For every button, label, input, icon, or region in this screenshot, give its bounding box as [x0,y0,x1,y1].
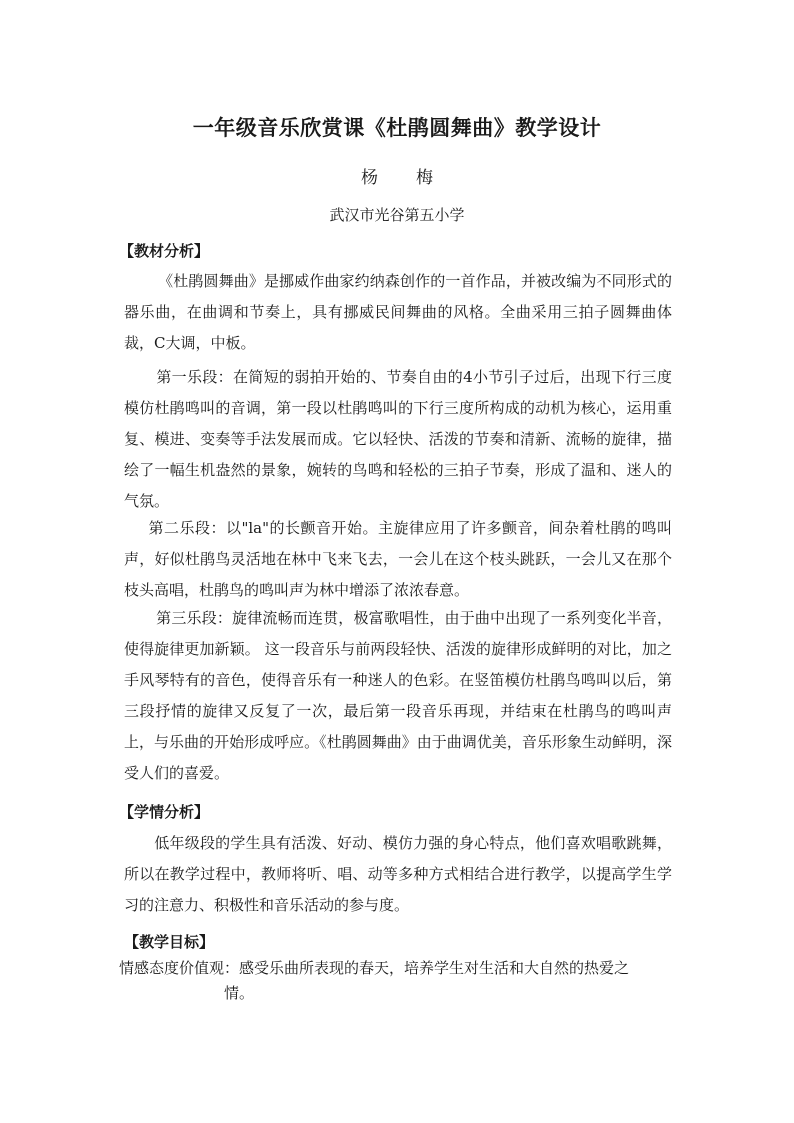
goal-emotion-text-line2: 情。 [224,984,255,1002]
students-paragraph [124,828,672,921]
materials-part1-paragraph [124,362,672,517]
section-heading-goals: 【教学目标】 [124,933,215,951]
materials-part2-text: 第二乐段：以"la"的长颤音开始。主旋律应用了许多颤音，间杂着杜鹃的鸣叫声，好似杜鹃鸟灵活地在林中飞来飞去，一会儿在这个枝头跳跃，一会儿又在那个枝头高唱，杜鹃鸟的鸣叫声为林中增添了浓浓春意。 [124,519,672,599]
school-name: 武汉市光谷第五小学 [329,206,465,224]
goal-emotion-label: 情感态度价值观： [119,959,240,977]
students-text: 低年级段的学生具有活泼、好动、模仿力强的身心特点，他们喜欢唱歌跳舞，所以在教学过程中，教师将听、唱、动等多种方式相结合进行教学，以提高学生学习的注意力、积极性和音乐活动的参与度。 [124,834,672,914]
materials-part3-text: 第三乐段：旋律流畅而连贯，极富歌唱性，由于曲中出现了一系列变化半音，使得旋律更加新颖。 这一段音乐与前两段轻快、活泼的旋律形成鲜明的对比，加之手风琴特有的音色，使得音乐有一种迷人的色彩。在竖笛模仿杜鹃鸟鸣叫以后，第三段抒情的旋律又反复了一次，最后第一段音乐再现，并结束在杜鹃鸟的鸣叫声上，与乐曲的开始形成呼应。《杜鹃圆舞曲》由于曲调优美，音乐形象生动鲜明，深受人们的喜爱。 [124,609,672,782]
author-surname: 杨 [361,168,378,188]
author-given-name: 梅 [416,168,433,188]
materials-part3-paragraph [124,603,672,789]
author-name [0,163,794,188]
section-heading-students: 【学情分析】 [119,803,210,821]
materials-part2-paragraph [124,513,672,606]
goal-emotion-text-line1: 感受乐曲所表现的春天，培养学生对生活和大自然的热爱之 [239,959,630,977]
goal-emotion [119,956,675,1006]
document-title: 一年级音乐欣赏课《杜鹃圆舞曲》教学设计 [192,115,602,140]
materials-part1-text: 第一乐段：在简短的弱拍开始的、节奏自由的4小节引子过后，出现下行三度模仿杜鹃鸣叫的音调，第一段以杜鹃鸣叫的下行三度所构成的动机为核心，运用重复、模进、变奏等手法发展而成。它以轻快、活泼的节奏和清新、流畅的旋律，描绘了一幅生机盎然的景象，婉转的鸟鸣和轻松的三拍子节奏，形成了温和、迷人的气氛。 [124,368,672,510]
section-heading-materials: 【教材分析】 [119,242,210,260]
materials-intro-paragraph [124,266,672,359]
materials-intro-text: 《杜鹃圆舞曲》是挪威作曲家约纳森创作的一首作品，并被改编为不同形式的器乐曲，在曲调和节奏上，具有挪威民间舞曲的风格。全曲采用三拍子圆舞曲体裁，C大调，中板。 [124,272,672,352]
